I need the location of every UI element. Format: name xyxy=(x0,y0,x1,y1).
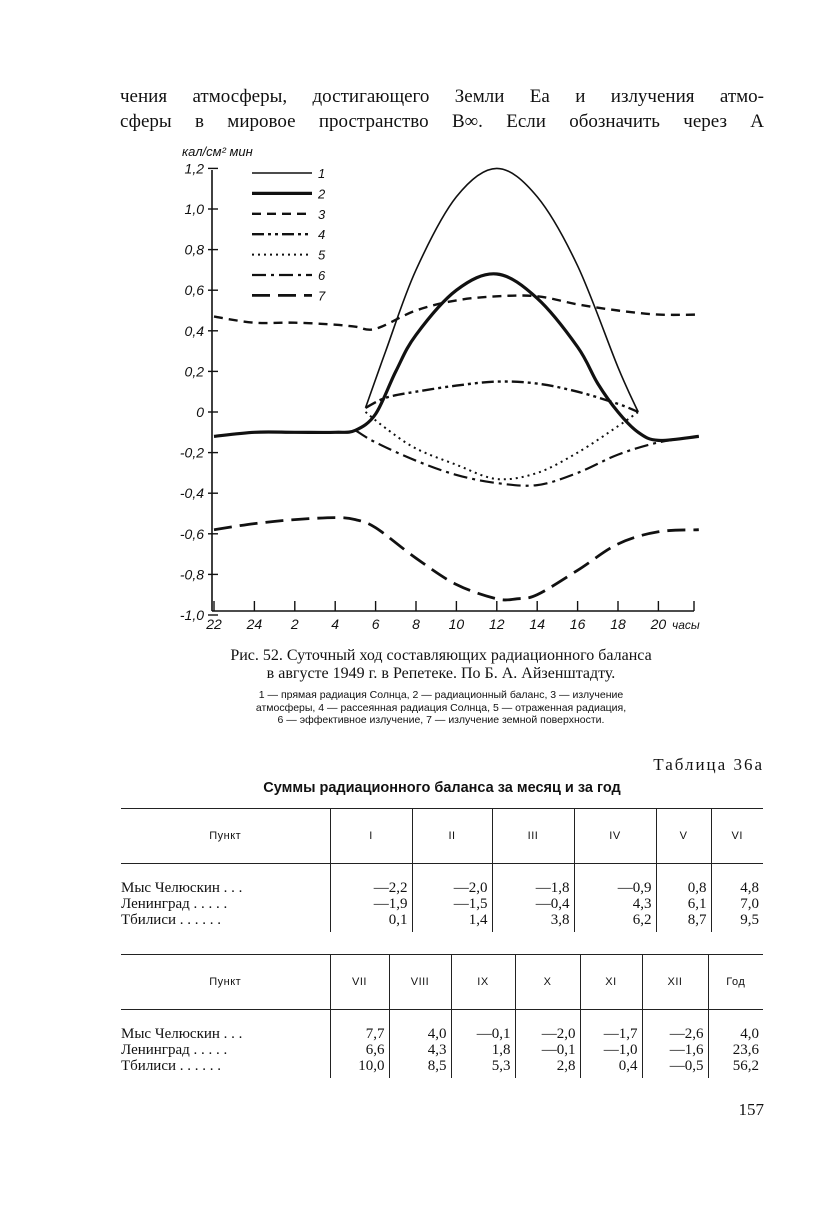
table-cell: —2,6 xyxy=(642,1010,708,1043)
series-2-line xyxy=(214,274,699,441)
table-header-cell: II xyxy=(412,809,492,864)
y-tick-label: 1,2 xyxy=(184,160,204,177)
y-tick-label: 0,4 xyxy=(184,322,204,339)
x-tick-label: 4 xyxy=(331,616,340,632)
x-tick-label: 16 xyxy=(569,616,586,632)
table-cell: 3,8 xyxy=(492,912,574,932)
legend-text-line: 6 — эффективное излучение, 7 — излучение земной поверхности. xyxy=(277,714,605,726)
table-row xyxy=(121,864,763,897)
figure-legend-text xyxy=(168,689,714,727)
legend-label-3: 3 xyxy=(318,206,326,222)
table-row xyxy=(121,1010,763,1043)
table-cell: 0,8 xyxy=(656,864,711,897)
table-header-cell: VII xyxy=(330,955,389,1010)
table-cell: —0,1 xyxy=(451,1010,515,1043)
y-tick-label: 0,8 xyxy=(184,241,204,258)
y-tick-label: -0,4 xyxy=(179,485,204,502)
table-number: Таблица 36а xyxy=(653,755,764,774)
text-line: сферы в мировое пространство B∞. Если обозначить через A xyxy=(120,111,764,132)
table-cell: 1,8 xyxy=(451,1042,515,1058)
table-header-row xyxy=(121,809,763,864)
table-header-cell: XII xyxy=(642,955,708,1010)
caption-line: в августе 1949 г. в Репетеке. По Б. А. Айзенштадту. xyxy=(266,665,616,682)
y-tick-label: -1,0 xyxy=(179,607,204,623)
table-header-cell: Пункт xyxy=(209,830,242,842)
legend-text-line: атмосферы, 4 — рассеянная радиация Солнца, 5 — отраженная радиация, xyxy=(255,701,627,714)
table-cell: 2,8 xyxy=(515,1058,580,1078)
table-header-cell: VI xyxy=(711,809,763,864)
balance-table-months-7-12 xyxy=(121,954,763,1078)
table-cell: 23,6 xyxy=(708,1042,763,1058)
table-row xyxy=(121,896,763,912)
table-header-cell: IV xyxy=(574,809,656,864)
table-row xyxy=(121,1058,763,1078)
legend-label-5: 5 xyxy=(318,247,326,263)
table-cell: —0,4 xyxy=(492,896,574,912)
legend-label-4: 4 xyxy=(318,227,326,243)
table-cell: 8,7 xyxy=(656,912,711,932)
table-cell: —1,0 xyxy=(580,1042,642,1058)
x-axis-label: часы xyxy=(672,618,700,632)
x-tick-label: 14 xyxy=(529,616,545,632)
table-cell: —1,8 xyxy=(492,864,574,897)
table-header-row xyxy=(121,955,763,1010)
table-cell: 7,7 xyxy=(330,1010,389,1043)
table-cell: —1,6 xyxy=(642,1042,708,1058)
table-cell: 1,4 xyxy=(412,912,492,932)
series-5-line xyxy=(366,412,639,479)
table-cell: —1,9 xyxy=(330,896,412,912)
table-row xyxy=(121,912,763,932)
x-tick-label: 10 xyxy=(448,616,465,632)
table-header-cell: XI xyxy=(580,955,642,1010)
balance-table-months-1-6 xyxy=(121,808,763,932)
series-3-line xyxy=(214,295,699,329)
table-cell: —0,1 xyxy=(515,1042,580,1058)
legend-label-1: 1 xyxy=(318,166,326,181)
table-header-cell: I xyxy=(330,809,412,864)
table-header-cell: V xyxy=(656,809,711,864)
x-tick-label: 24 xyxy=(246,616,263,632)
table-cell: —2,0 xyxy=(515,1010,580,1043)
y-tick-label: -0,2 xyxy=(179,444,204,461)
table-header-cell: III xyxy=(492,809,574,864)
table-cell: 4,3 xyxy=(389,1042,451,1058)
table-header-cell: VIII xyxy=(389,955,451,1010)
table-cell: 0,4 xyxy=(580,1058,642,1078)
table-cell: 4,0 xyxy=(708,1010,763,1043)
table-cell: 4,3 xyxy=(574,896,656,912)
table-header-cell: IX xyxy=(451,955,515,1010)
table-header-cell: Год xyxy=(708,955,763,1010)
table-cell: Ленинград . . . . . xyxy=(121,1042,228,1058)
y-tick-label: 0,2 xyxy=(184,363,204,380)
x-tick-label: 2 xyxy=(290,616,299,632)
x-tick-label: 12 xyxy=(489,616,505,632)
table-row xyxy=(121,1042,763,1058)
table-cell: 9,5 xyxy=(711,912,763,932)
x-tick-label: 8 xyxy=(412,616,420,632)
table-cell: —0,9 xyxy=(574,864,656,897)
y-tick-label: -0,6 xyxy=(179,525,204,542)
table-title: Суммы радиационного баланса за месяц и за год xyxy=(263,780,621,796)
table-cell: 5,3 xyxy=(451,1058,515,1078)
series-1-line xyxy=(366,168,639,412)
table-cell: 4,0 xyxy=(389,1010,451,1043)
table-cell: Ленинград . . . . . xyxy=(121,896,228,912)
y-tick-label: -0,8 xyxy=(179,566,204,583)
legend-label-7: 7 xyxy=(318,288,326,304)
x-tick-label: 20 xyxy=(650,616,667,632)
y-tick-label: 1,0 xyxy=(184,201,204,217)
table-cell: 10,0 xyxy=(330,1058,389,1078)
y-tick-label: 0,6 xyxy=(184,282,204,299)
caption-line: Рис. 52. Суточный ход составляющих радиационного баланса xyxy=(230,647,652,664)
y-tick-label: 0 xyxy=(196,404,204,420)
series-7-line xyxy=(214,518,699,600)
table-cell: 8,5 xyxy=(389,1058,451,1078)
table-cell: 6,1 xyxy=(656,896,711,912)
table-cell: 6,2 xyxy=(574,912,656,932)
table-cell: 6,6 xyxy=(330,1042,389,1058)
legend-label-2: 2 xyxy=(318,186,326,202)
legend-label-6: 6 xyxy=(318,268,326,283)
table-cell: —2,0 xyxy=(412,864,492,897)
page-number: 157 xyxy=(738,1100,764,1119)
table-cell: 4,8 xyxy=(711,864,763,897)
table-cell: Тбилиси . . . . . . xyxy=(121,1058,222,1074)
table-cell: 7,0 xyxy=(711,896,763,912)
table-header-cell: Пункт xyxy=(209,976,242,988)
figure-caption xyxy=(168,647,714,683)
x-tick-label: 18 xyxy=(610,616,626,632)
table-cell: —1,5 xyxy=(412,896,492,912)
table-cell: Мыс Челюскин . . . xyxy=(121,880,243,896)
x-tick-label: 6 xyxy=(371,616,380,632)
x-tick-label: 22 xyxy=(206,616,222,632)
y-axis-label: кал/см² мин xyxy=(182,144,253,159)
table-cell: 56,2 xyxy=(708,1058,763,1078)
table-cell: —2,2 xyxy=(330,864,412,897)
table-cell: —0,5 xyxy=(642,1058,708,1078)
text-line: чения атмосферы, достигающего Земли Eа и излучения атмо- xyxy=(120,86,764,107)
chart-legend xyxy=(252,166,326,303)
legend-text-line: 1 — прямая радиация Солнца, 2 — радиационный баланс, 3 — излучение xyxy=(258,689,624,701)
table-header-cell: X xyxy=(515,955,580,1010)
table-cell: Тбилиси . . . . . . xyxy=(121,912,222,928)
table-cell: Мыс Челюскин . . . xyxy=(121,1026,243,1042)
table-cell: 0,1 xyxy=(330,912,412,932)
series-4-line xyxy=(366,381,639,412)
table-cell: —1,7 xyxy=(580,1010,642,1043)
